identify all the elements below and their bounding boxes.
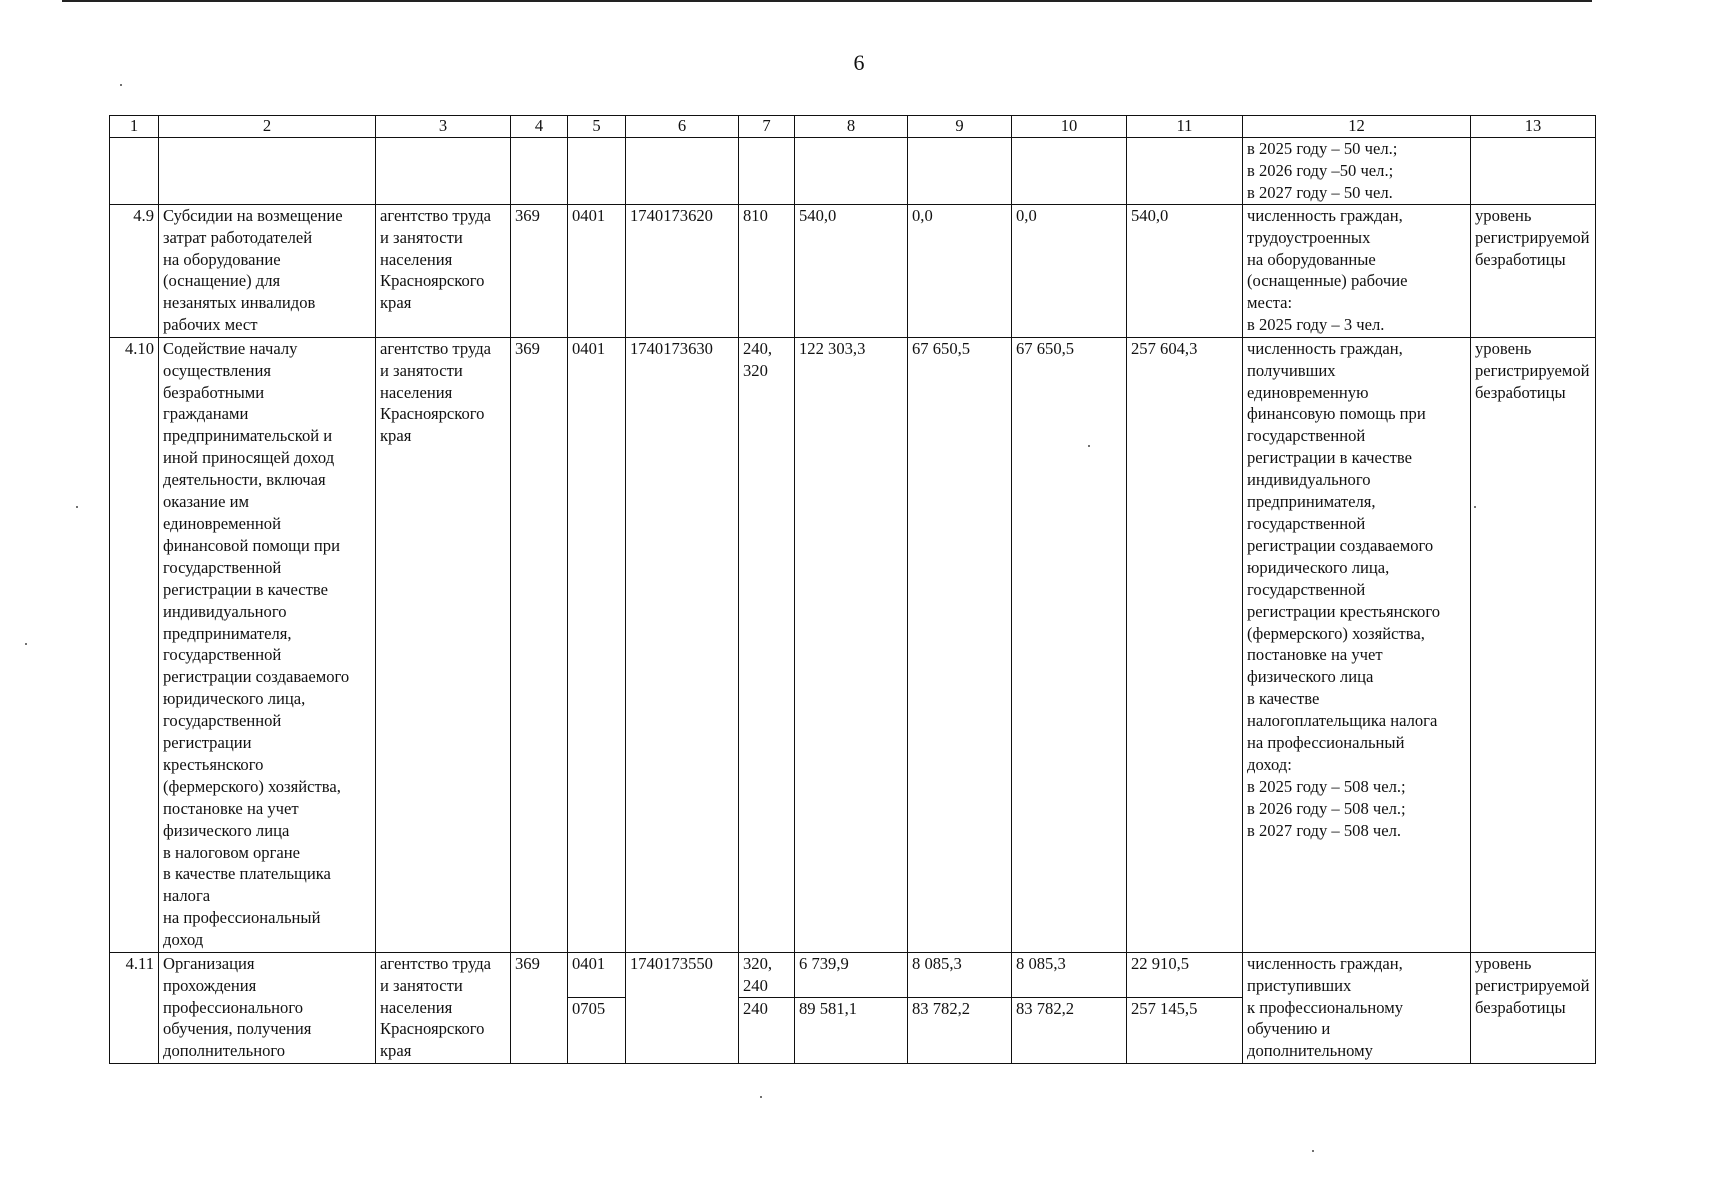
header-col-13: 13 [1471, 116, 1596, 138]
cell-col-8: 540,0 [795, 204, 908, 337]
outcome-cell: уровень регистрируемой безработицы [1471, 337, 1596, 952]
header-col-4: 4 [511, 116, 568, 138]
header-row [110, 116, 1596, 138]
outcome-cell: уровень регистрируемой безработицы [1471, 204, 1596, 337]
table-row [110, 204, 1596, 337]
scan-speck [760, 1096, 762, 1098]
continuation-row [110, 138, 1596, 205]
scan-speck [120, 84, 122, 86]
header-col-7: 7 [739, 116, 795, 138]
indicator-cell: численность граждан, получивших единовременную финансовую помощь при государственной регистрации в качестве индивидуального предпринимателя, государственной регистрации создаваемого юридического лица, государственной регистрации крестьянского (фермерского) хозяйства, постановке на учет физического лица в качестве налогоплательщика налога на профессиональный доход: в 2025 году – 508 чел.; в 2026 году – 508 чел.; в 2027 году – 508 чел. [1243, 337, 1471, 952]
cell-col-8: 6 739,9 [795, 952, 908, 997]
agency-name: агентство труда и занятости населения Красноярского края [376, 204, 511, 337]
cell-col-11: 257 145,5 [1127, 997, 1243, 1063]
row-number: 4.9 [110, 204, 159, 337]
header-col-12: 12 [1243, 116, 1471, 138]
cell-col-10: 83 782,2 [1012, 997, 1127, 1063]
scan-speck [76, 506, 78, 508]
cell-col-9: 8 085,3 [908, 952, 1012, 997]
agency-name: агентство труда и занятости населения Красноярского края [376, 952, 511, 1063]
cell-col-7: 240 [739, 997, 795, 1063]
cell-col-6: 1740173630 [626, 337, 739, 952]
scan-speck [1088, 445, 1090, 447]
header-col-5: 5 [568, 116, 626, 138]
table-row [110, 952, 1596, 997]
header-col-9: 9 [908, 116, 1012, 138]
cell-col-4: 369 [511, 337, 568, 952]
row-number: 4.11 [110, 952, 159, 1063]
cell-col-5: 0401 [568, 952, 626, 997]
cell-col-9: 83 782,2 [908, 997, 1012, 1063]
cell-col-6: 1740173620 [626, 204, 739, 337]
header-col-10: 10 [1012, 116, 1127, 138]
header-col-8: 8 [795, 116, 908, 138]
activity-name: Содействие началу осуществления безработными гражданами предпринимательской и иной приносящей доход деятельности, включая оказание им единовременной финансовой помощи при государственной регистрации в качестве индивидуального предпринимателя, государственной регистрации создаваемого юридического лица, государственной регистрации крестьянского (фермерского) хозяйства, постановке на учет физического лица в налоговом органе в качестве плательщика налога на профессиональный доход [159, 337, 376, 952]
indicator-cell: численность граждан, трудоустроенных на оборудованные (оснащенные) рабочие места: в 2025 году – 3 чел. [1243, 204, 1471, 337]
cell-col-5: 0705 [568, 997, 626, 1063]
cell-col-5: 0401 [568, 204, 626, 337]
cell-col-9: 0,0 [908, 204, 1012, 337]
cell-col-11: 22 910,5 [1127, 952, 1243, 997]
cell-col-7: 810 [739, 204, 795, 337]
cell-col-7: 240, 320 [739, 337, 795, 952]
cell-col-10: 67 650,5 [1012, 337, 1127, 952]
row-number: 4.10 [110, 337, 159, 952]
activity-name: Субсидии на возмещение затрат работодателей на оборудование (оснащение) для незанятых инвалидов рабочих мест [159, 204, 376, 337]
indicator-cell: численность граждан, приступивших к профессиональному обучению и дополнительному [1243, 952, 1471, 1063]
cell-col-4: 369 [511, 204, 568, 337]
cell-col-5: 0401 [568, 337, 626, 952]
activity-name: Организация прохождения профессионального обучения, получения дополнительного [159, 952, 376, 1063]
cell-col-8: 122 303,3 [795, 337, 908, 952]
cell-col-11: 257 604,3 [1127, 337, 1243, 952]
header-col-2: 2 [159, 116, 376, 138]
agency-name: агентство труда и занятости населения Красноярского края [376, 337, 511, 952]
table-row [110, 337, 1596, 952]
header-col-11: 11 [1127, 116, 1243, 138]
scan-speck [1474, 506, 1476, 508]
scan-speck [25, 643, 27, 645]
top-edge-rule [62, 0, 1592, 2]
cell-col-8: 89 581,1 [795, 997, 908, 1063]
cell-col-4: 369 [511, 952, 568, 1063]
cell-col-10: 0,0 [1012, 204, 1127, 337]
indicator-cell: в 2025 году – 50 чел.; в 2026 году –50 чел.; в 2027 году – 50 чел. [1243, 138, 1471, 205]
program-activities-table [109, 115, 1596, 1064]
cell-col-9: 67 650,5 [908, 337, 1012, 952]
cell-col-10: 8 085,3 [1012, 952, 1127, 997]
cell-col-7: 320, 240 [739, 952, 795, 997]
page-number: 6 [853, 50, 865, 75]
outcome-cell: уровень регистрируемой безработицы [1471, 952, 1596, 1063]
header-col-1: 1 [110, 116, 159, 138]
scan-speck [1312, 1150, 1314, 1152]
header-col-3: 3 [376, 116, 511, 138]
header-col-6: 6 [626, 116, 739, 138]
cell-col-11: 540,0 [1127, 204, 1243, 337]
cell-col-6: 1740173550 [626, 952, 739, 1063]
